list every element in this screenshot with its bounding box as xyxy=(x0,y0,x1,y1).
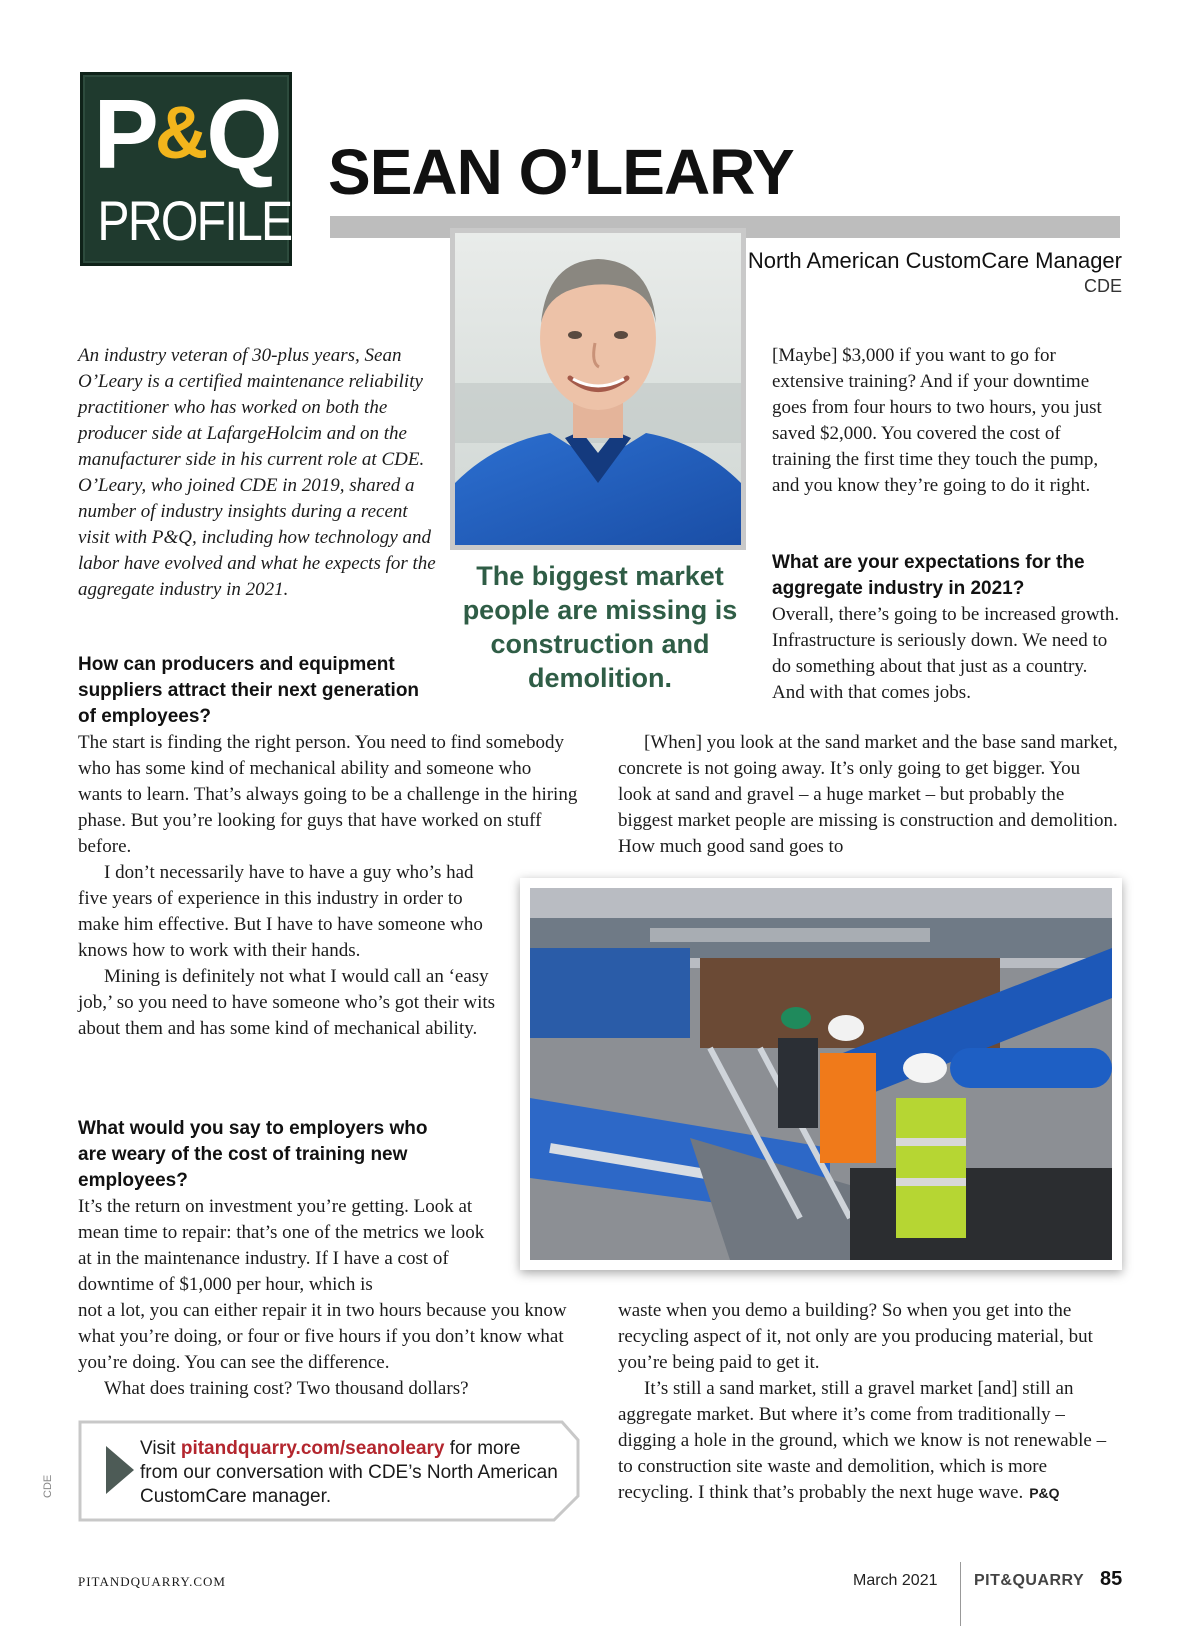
question-heading: How can producers and equipment suppliers attract their next generation of employees? xyxy=(78,654,420,727)
page-number: 85 xyxy=(1100,1568,1123,1590)
answer-paragraph: It’s the return on investment you’re getting. Look at mean time to repair: that’s one of the metrics we look at in the maintenance industry. If I have a cost of downtime of $1,000 per hour, which is xyxy=(78,1196,485,1295)
pull-quote: The biggest market people are missing is construction and demolition. xyxy=(462,561,738,693)
answer-paragraph: Overall, there’s going to be increased growth. Infrastructure is seriously down. We need to do something about that just as a country. And with that comes jobs. xyxy=(772,604,1120,703)
callout-link[interactable]: pitandquarry.com/seanoleary xyxy=(180,1438,445,1459)
answer-paragraph: What does training cost? Two thousand dollars? xyxy=(104,1378,469,1399)
role-title: North American CustomCare Manager xyxy=(747,248,1122,273)
role-company: CDE xyxy=(1083,276,1122,296)
answer-paragraph: [When] you look at the sand market and the base sand market, concrete is not going away. It’s only going to get bigger. You look at sand and gravel – a huge market – but probably the biggest market people are missing is construction and demolition. How much good sand goes to xyxy=(618,732,1118,857)
intro-paragraph: An industry veteran of 30-plus years, Sean O’Leary is a certified maintenance reliability practitioner who has worked on both the producer side at LafargeHolcim and on the manufacturer side in his current role at CDE. O’Leary, who joined CDE in 2019, shared a number of industry insights during a recent visit with P&Q, including how technology and labor have evolved and what he expects for the aggregate industry in 2021. xyxy=(78,345,436,600)
answer-paragraph xyxy=(618,730,1118,860)
portrait-photo xyxy=(450,228,746,550)
answer-paragraph: The start is finding the right person. You need to find somebody who has some kind of mechanical ability and someone who wants to learn. That’s always going to be a challenge in the hiring phase. But you’re looking for guys that have worked on stuff before. xyxy=(78,732,578,857)
answer-paragraph: waste when you demo a building? So when you get into the recycling aspect of it, not only are you producing material, but you’re being paid to get it. xyxy=(618,1300,1093,1373)
answer-paragraphs xyxy=(78,1298,578,1402)
answer-paragraph: not a lot, you can either repair it in two hours because you know what you’re doing, or four or five hours if you don’t know what you’re doing. You can see the difference. xyxy=(78,1300,567,1373)
logo-profile-word: PROFILE xyxy=(97,189,292,252)
page-title: SEAN O’LEARY xyxy=(328,136,794,208)
answer-paragraph: Mining is definitely not what I would call an ‘easy job,’ so you need to have someone who’s got their wits about them and has some kind of mechanical ability. xyxy=(78,966,496,1039)
pq-profile-logo xyxy=(80,72,292,266)
footer-date: March 2021 xyxy=(853,1572,938,1589)
question-heading: What would you say to employers who are weary of the cost of training new employees? xyxy=(78,1118,428,1191)
answer-paragraph: [Maybe] $3,000 if you want to go for extensive training? And if your downtime goes from four hours to two hours, you just saved $2,000. You covered the cost of training the first time they touch the pump, and you know they’re going to do it right. xyxy=(772,345,1102,496)
footer-brand: PIT&QUARRY xyxy=(974,1572,1085,1589)
answer-paragraph: I don’t necessarily have to have a guy who’s had five years of experience in this industry in order to make him effective. But I have to have someone who knows how to work with their hands. xyxy=(78,862,483,961)
answer-paragraphs xyxy=(618,1298,1118,1506)
footer-divider xyxy=(960,1562,961,1626)
worksite-photo xyxy=(520,878,1122,1270)
answer-paragraphs xyxy=(78,860,498,1042)
question-heading: What are your expectations for the aggregate industry in 2021? xyxy=(772,552,1085,599)
end-mark: P&Q xyxy=(1029,1485,1060,1501)
callout-text: Visit pitandquarry.com/seanoleary for more from our conversation with CDE’s North American CustomCare manager. xyxy=(140,1438,558,1507)
worksite-illustration xyxy=(530,888,1112,1260)
portrait-illustration xyxy=(455,233,741,545)
answer-paragraph-final xyxy=(618,1376,1118,1506)
photo-credit: CDE xyxy=(42,1474,54,1498)
logo-pq-mark: P&Q xyxy=(93,79,279,189)
final-paragraph-text: It’s still a sand market, still a gravel market [and] still an aggregate market. But where it’s come from traditionally – digging a hole in the ground, which we know is not renewable – to construction site waste and demolition, which is more recycling. I think that’s probably the next huge wave. xyxy=(618,1378,1107,1503)
footer-site: PITANDQUARRY.COM xyxy=(78,1574,226,1589)
